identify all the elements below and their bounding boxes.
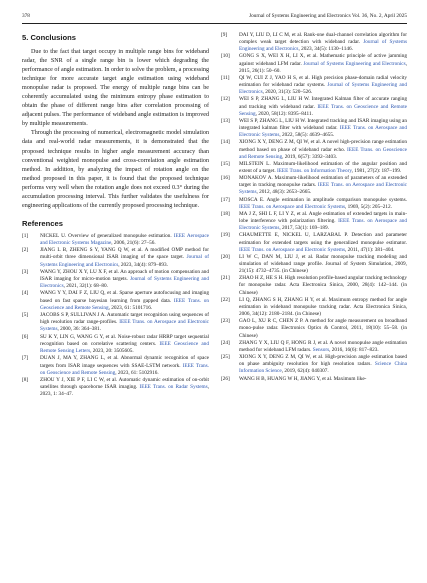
reference-details: , 2023, 61: 5102916. [115,369,159,376]
reference-text: ZHANG Y X, LIU Q F, HONG R J, et al. A novel monopulse angle estimation method for wideband LFM radars. [239,339,407,353]
reference-number: [12] [221,96,230,103]
reference-details: , 2023, 34(5): 1130–1146. [298,46,353,53]
journal-info: Journal of Systems Engineering and Electronics Vol. 36, No. 2, April 2025 [249,13,407,19]
reference-item [22,355,209,377]
reference-journal-link[interactable]: IEEE Trans. on Aerospace and Electronic Systems [239,203,345,210]
reference-item [221,32,407,53]
reference-item [221,354,407,375]
reference-number: [7] [22,355,29,362]
reference-journal-link[interactable]: IEEE Trans. on Aerospace and Electronic Systems [239,182,407,196]
reference-item [22,290,209,312]
reference-journal-link[interactable]: IEEE Geoscience and Remote Sensing Letters [40,340,209,355]
reference-text: XIONG X Y, DENG Z M, QI W, et al. A novel high-precision range estimation method based on phase of wideband radar echo. [239,139,407,153]
reference-details: , 2023, 20: 3505605. [90,348,134,355]
reference-item [22,269,209,291]
reference-number: [5] [22,312,29,319]
reference-text: GONG S X, WEI X H, LI X, et al. Mathematic principle of active jamming against wideband LFM radar. [239,53,407,67]
reference-details: , 2019, 6(57): 3392–3403. [282,153,338,160]
reference-number: [2] [22,247,29,254]
reference-text: LI Q, ZHANG S H, ZHANG H Y, et al. Maximum entropy method for angle estimation in wideband monopulse tracking radar. Acta Electronica Sinica, 2006, 34(12): 2180–2184. (in Chinese) [239,296,407,318]
reference-item [221,318,407,339]
reference-details: , 2012, 48(3): 2653–2665. [256,189,312,196]
reference-number: [25] [221,354,230,361]
reference-number: [24] [221,339,230,346]
reference-item [221,175,407,196]
reference-item [221,376,407,383]
reference-details: , 2023, 34(4): 879–893. [118,261,168,268]
reference-item [221,340,407,354]
reference-journal-link[interactable]: IEEE Trans. on Geoscience and Remote Sensing [40,297,209,311]
reference-details: , 2017, 53(1): 169–189. [279,225,329,232]
reference-item [221,139,407,160]
reference-item [22,334,209,356]
reference-number: [18] [221,210,230,217]
reference-number: [1] [22,232,29,239]
reference-item [22,377,209,399]
reference-number: [26] [221,375,230,382]
reference-item [221,254,407,275]
reference-number: [23] [221,318,230,325]
left-column [22,32,209,399]
reference-number: [6] [22,333,29,340]
reference-text: ZHAO H Z, HE S H. High resolution profile-based angular tracking technology for monopulse radar. Acta Electronica Sinica, 2000, 28(4): 142–144. (in Chinese) [239,275,407,296]
reference-journal-link[interactable]: IEEE Trans. on Geoscience and Remote Sensing [239,103,407,117]
reference-details: , 2021, 32(1): 68–80. [63,283,108,290]
reference-text: MILSTEIN L. Maximum-likelihood estimation of the angular position and extent of a target. [239,160,407,174]
reference-number: [14] [221,139,230,146]
reference-text: WEI S P, ZHANG L, LIU H W. Integrated Kalman filter of accurate ranging and tracking with wideband radar. [239,96,407,110]
header-rule [22,23,407,24]
reference-item [22,233,209,247]
reference-list-left [22,233,209,399]
reference-journal-link[interactable]: IEEE Trans. on Aerospace and Electronic Systems [239,246,345,253]
reference-number: [9] [221,32,228,38]
references-heading: References [22,218,63,228]
reference-text: JACOBS S P, SULLIVAN J A. Automatic target recognition using sequences of high resolution radar range-profiles. [40,312,209,326]
reference-item [221,161,407,175]
reference-number: [4] [22,290,29,297]
reference-text: GAO L, XU R C, CHEN Z P. A method for angle measurement on broadband mono-pulse radar. Electronics Optics & Control, 2011, 18(10): 55–58. (in Chinese) [239,318,407,339]
reference-item [22,247,209,269]
reference-details: , 2023, 61: 5101716. [108,304,153,311]
reference-details: , 2000, 36: 364–381. [57,326,101,333]
reference-item [221,275,407,296]
reference-number: [8] [22,376,29,383]
reference-number: [13] [221,117,230,124]
running-header [22,13,407,20]
reference-text: SU K Y, LIN G, WANG G Y, et al. Noise-robust radar HRRP target sequential recognition based on correlative scattering centers. [40,333,209,347]
reference-number: [22] [221,296,230,303]
reference-item [221,211,407,232]
reference-details: , 1981, 27(2): 187–199. [351,167,402,174]
reference-number: [10] [221,53,230,60]
reference-item [22,312,209,334]
reference-number: [11] [221,74,230,81]
reference-number: [15] [221,160,230,167]
reference-text: JIANG L B, ZHENG S Y, YANG Q W, et al. A modified OMP method for multi-orbit three dimensional ISAR imaging of the space target. [40,247,209,261]
reference-journal-link[interactable]: IEEE Trans. on Geoscience and Remote Sensing [239,146,407,160]
reference-details: , 1969, 5(2): 205–212. [345,203,392,210]
reference-text: QI W, CUI Z J, YAO H S, et al. High precision phase-domain radial velocity estimation for wideband radar systems. [239,74,407,89]
reference-number: [3] [22,268,29,275]
reference-journal-link[interactable]: Journal of Systems Engineering and Electronics [239,39,407,53]
reference-journal-link[interactable]: Journal of Systems Engineering and Electronics [40,276,209,290]
reference-journal-link[interactable]: IEEE Trans. on Aerospace and Electronic Systems [239,125,407,139]
reference-text: DAI Y, LIU D, LI C M, et al. Rank-one dual-channel correlation algorithm for complex weak target detection with wideband radar. [239,32,407,46]
reference-item [221,53,407,74]
reference-details: , 2020, 58(12): 8395–8411. [255,110,313,117]
reference-journal-link[interactable]: Science China Information Science [239,361,407,375]
reference-details: , 2020, 31(3): 520–526. [262,89,313,96]
reference-details: , 2019, 62(4): 040307. [281,368,329,375]
reference-item [221,96,407,117]
reference-journal-link[interactable]: IEEE Trans. on Radar Systems [139,384,208,391]
reference-number: [19] [221,232,230,239]
reference-text: XIONG X Y, DENG Z M, QI W, et al. High-precision angle estimation based on phase ambiguity resolution for high resolution radars. [239,354,407,368]
reference-journal-link[interactable]: Journal of Systems Engineering and Electronics [303,60,406,67]
reference-text: NICKEL U. Overview of generalized monopulse estimation. [40,232,174,239]
reference-details: , 2016, 16(6): 817–823. [329,346,379,353]
reference-details: , 2015, 26(1): 50–60. [239,60,407,74]
reference-item [221,232,407,253]
reference-text: ZHOU Y J, XIE P F, LI C W, et al. Automatic dynamic estimation of on-orbit satellites through spaceborne ISAR imaging. [40,376,209,391]
reference-list-right [221,32,407,383]
reference-details: , 2011, 47(1): 381–404. [345,246,395,253]
reference-text: WANG Y, ZHOU X Y, LU X F, et al. An approach of motion compensation and ISAR imaging for micro-motion targets. [40,268,209,283]
reference-details: , 2006, 21(6): 27–56. [111,240,156,247]
reference-text: LI W C, DAN M, LIU J, et al. Radar monopulse tracking modeling and simulation of wideband range profile. Journal of System Simulation, 2009, 21(15): 4732–4735. (in Chinese) [239,253,407,275]
reference-number: [17] [221,196,230,203]
conclusions-heading: 5. Conclusions [22,33,77,42]
reference-text: MA J Z, SHI L F, LI Y Z, et al. Angle estimation of extended targets in main-lobe interference with polarization filtering. [239,210,407,225]
reference-text: MOSCA E. Angle estimation in amplitude comparison monopulse systems. [239,196,407,203]
reference-text: WANG Y Y, DAI F Z, LIU Q, et al. Sparse aperture autofocusing and imaging based on fast sparse bayesian learning from gapped data. [40,290,209,304]
conclusions-paragraph-1: Due to the fact that target occupy in multiple range bins for wideband radar, the SNR of a single range bin is lower which degrading the performance of angle estimation. In order to solve the problem, a processing technique for more accurate target angle estimation using wideband monopulse radar is proposed. The energy of multiple range bins can be coherently accumulated using the minimum entropy phase estimation to obtain the phase of different range bins after correlation processing of adjacent pulses. The performance of wideband angle estimation is improved by multiple measurements. [22,49,209,128]
reference-number: [20] [221,253,230,260]
reference-journal-link[interactable]: Journal of Systems Engineering and Electronics [239,82,407,96]
conclusions-paragraph-2: Through the processing of numerical, electromagnetic model simulation data and real-world radar measurements, it is demonstrated that the proposed technique results in higher angle measurement accuracy than conventional weighted monopulse and cross-correlation angle estimation method. In addition, by analyzing the impact of rotation angle on the method proposed in this paper, it is found that the proposed technique performs very well when the rotation angle does not exceed 0.3° during the accumulation processing interval. This further validates the usefulness for engineering applications of the currently proposed processing technique. [22,130,209,209]
reference-item [221,297,407,318]
reference-journal-link[interactable]: IEEE Trans. on Information Theory [276,167,352,174]
reference-text: WANG H B, HUANG W H, JIANG Y, et al. Maximum like- [239,375,367,382]
reference-journal-link[interactable]: IEEE Aerospace and Electronic Systems Magazine [40,232,209,247]
reference-text: DUAN J, MA Y, ZHANG L, et al. Abnormal dynamic recognition of space targets from ISAR image sequences with SSAE-LSTM network. [40,355,209,369]
reference-details: , 2022, 58(5): 4639–4655. [279,132,335,139]
reference-item [221,75,407,96]
reference-journal-link[interactable]: IEEE Trans. on Aerospace and Electronic Systems [40,319,209,333]
reference-journal-link[interactable]: IEEE Trans. on Aerospace and Electronic Systems [239,218,407,232]
reference-details: , 2023, 1: 34–47. [40,384,209,398]
reference-journal-link[interactable]: IEEE Trans. on Geoscience and Remote Sensing [40,362,209,376]
reference-journal-link[interactable]: Sensors [312,346,330,353]
reference-text: CHAUMETTE E, NICKEL U, LARZABAL P. Detection and parameter estimation for extended targets using the generalized monopulse estimator. [239,232,407,246]
reference-item [221,118,407,139]
reference-item [221,197,407,211]
reference-text: WEI S P, ZHANG L, LIU H W. Integrated tracking and ISAR imaging using an integrated kalman filter with wideband radar. [239,117,407,132]
reference-journal-link[interactable]: Journal of Systems Engineering and Electronics [40,254,209,268]
reference-number: [21] [221,275,230,282]
reference-text: MONAKOV A. Maximum-likelihood estimation of parameters of an extended target in tracking monopulse radars. [239,175,407,189]
reference-number: [16] [221,175,230,182]
page-number: 378 [22,13,30,19]
